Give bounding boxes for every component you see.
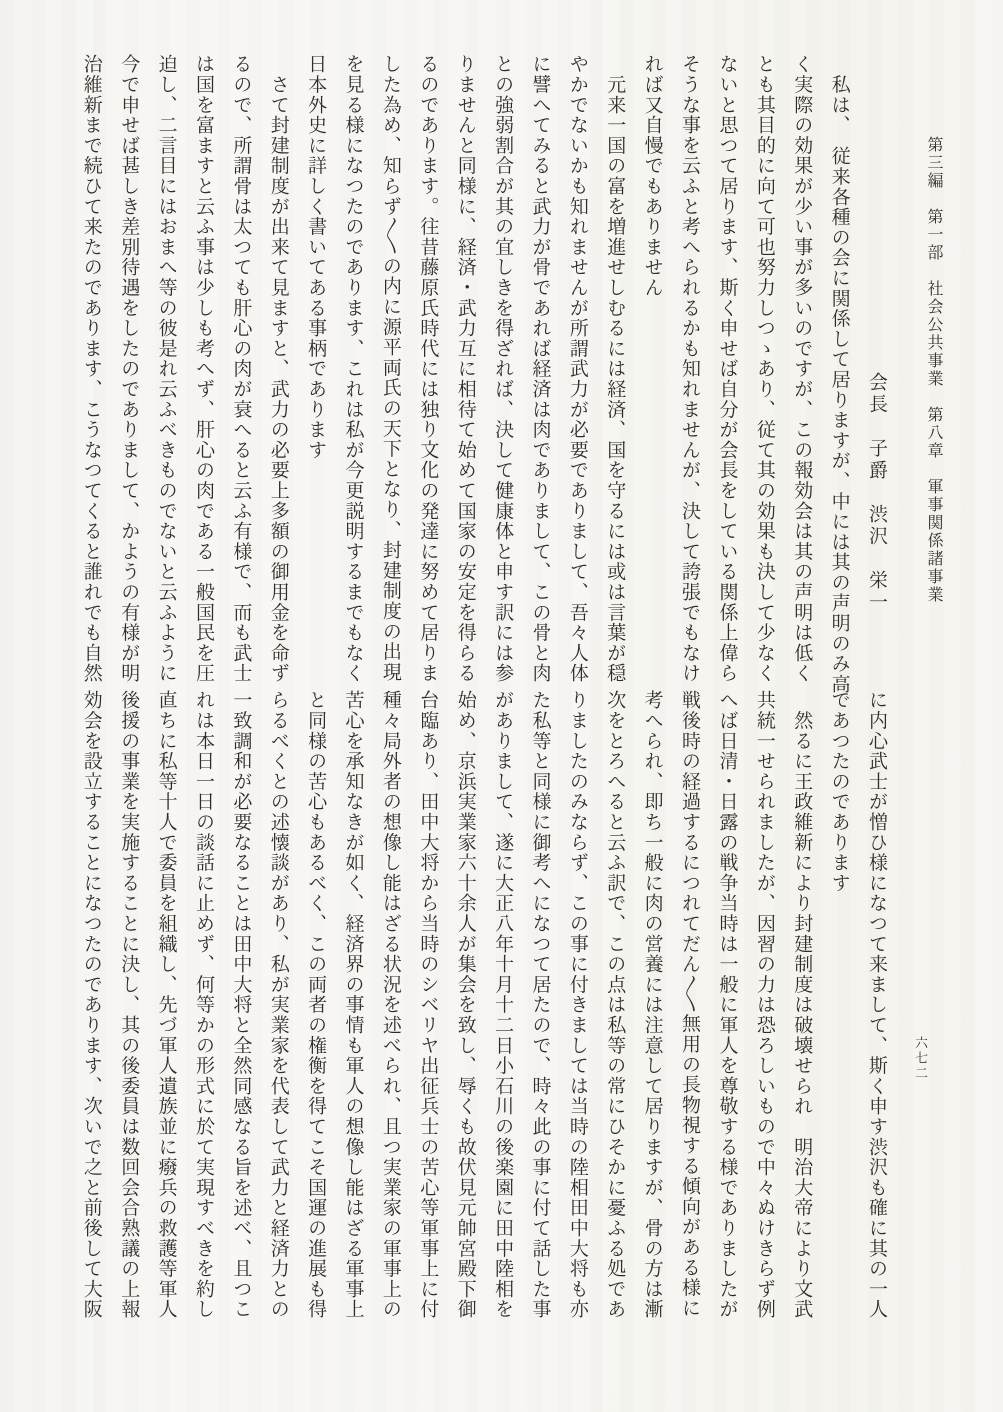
text-column: 日本外史に詳しく書いてある事柄であります bbox=[305, 54, 328, 460]
speech-author-line: 会長 子爵 渋沢 栄一 bbox=[866, 372, 888, 614]
text-column: りませんと同様に、経済・武力互に相待て始めて国家の安定を得らる bbox=[454, 54, 477, 684]
text-column: 種々局外者の想像し能はざる状況を述べられ、且つ実業家の軍事上の bbox=[379, 690, 402, 1320]
text-column: 戦後時の経過するにつれてだん〳〵無用の長物視する傾向がある様に bbox=[679, 690, 702, 1318]
text-column: 始め、京浜実業家六十余人が集会を致し、辱くも故伏見元帥宮殿下御 bbox=[454, 690, 477, 1320]
text-column: がありまして、遂に大正八年十月十二日小石川の後楽園に田中陸相を bbox=[492, 690, 515, 1320]
text-column: 迫し、二言目にはおまへ等の彼是れ云ふべきものでないと云ふように bbox=[155, 54, 178, 684]
text-column: に内心武士が憎ひ様になつて来まして、斯く申す渋沢も確に其の一人 bbox=[866, 690, 888, 1320]
text-column: ないと思つて居ります、斯く申せば自分が会長をしている関係上偉ら bbox=[716, 54, 739, 684]
text-column: 後援の事業を実施することに決し、其の後委員は数回会合熟議の上報 bbox=[118, 690, 141, 1320]
text-column: に譬へてみると武力が骨であれば経済は肉でありまして、この骨と肉 bbox=[529, 54, 552, 684]
text-column: れば又自慢でもありません bbox=[641, 54, 664, 298]
text-column: は国を富ますと云ふ事は少しも考へず、肝心の肉である一般国民を圧 bbox=[192, 54, 215, 684]
text-column: と同様の苦心もあるべく、この両者の権衡を得てこそ国運の進展も得 bbox=[305, 690, 328, 1320]
speech-block-top bbox=[72, 54, 895, 695]
text-column: 私は、 従来各種の会に関係して居りますが、中には其の声明のみ高 bbox=[828, 54, 851, 695]
text-column: 効会を設立することになつたのであります、次いで之と前後して大阪 bbox=[80, 690, 103, 1320]
text-column: 考へられ、即ち一般に肉の営養には注意して居りますが、骨の方は漸 bbox=[641, 690, 664, 1320]
text-column: く実際の効果が少い事が多いのですが、この報効会は其の声明は低く bbox=[791, 54, 814, 684]
text-column: 然るに王政維新により封建制度は破壊せられ 明治大帝により文武 bbox=[791, 690, 814, 1320]
text-column: 台臨あり、田中大将から当時のシベリヤ出征兵士の苦心等軍事上に付 bbox=[417, 690, 440, 1320]
text-column: との強弱割合が其の宜しきを得ざれば、決して健康体と申す訳には参 bbox=[492, 54, 515, 684]
text-column: 元来一国の富を増進せしむるには経済、国を守るには或は言葉が穏 bbox=[604, 54, 627, 684]
running-header: 第三編 第一部 社会公共事業 第八章 軍事関係諸事業 bbox=[925, 136, 944, 604]
text-column: を見る様になつたのであります、これは私が今更説明するまでもなく bbox=[342, 54, 365, 684]
text-column: るのであります。往昔藤原氏時代には独り文化の発達に努めて居りま bbox=[417, 54, 440, 684]
text-column: やかでないかも知れませんが所謂武力が必要でありまして、吾々人体 bbox=[566, 54, 589, 684]
text-column: であつたのであります bbox=[828, 690, 851, 893]
text-column: 治維新まで続ひて来たのであります、こうなつてくると誰れでも自然 bbox=[80, 54, 103, 684]
text-column: れは本日一日の談話に止めず、何等かの形式に於て実現すべきを約し bbox=[192, 690, 215, 1320]
page-number: 六七二 bbox=[912, 1036, 927, 1081]
text-column: そうな事を云ふと考へられるかも知れませんが、決して誇張でもなけ bbox=[679, 54, 702, 684]
speech-block-bottom bbox=[72, 690, 895, 1334]
text-column: 今で申せば甚しき差別待遇をしたのでありまして、かようの有様が明 bbox=[118, 54, 141, 684]
text-column: りましたのみならず、この事に付きましては当時の陸相田中大将も亦 bbox=[566, 690, 589, 1320]
text-column: 一致調和が必要なることは田中大将と全然同感なる旨を述べ、且つこ bbox=[230, 690, 253, 1320]
text-column: 苦心を承知なきが如く、経済界の事情も軍人の想像し能はざる軍事上 bbox=[342, 690, 365, 1320]
text-column: へば日清・日露の戦争当時は一般に軍人を尊敬する様でありましたが bbox=[716, 690, 739, 1320]
text-column: とも其目的に向て可也努力しつゝあり、従て其の効果も決して少なく bbox=[753, 54, 776, 684]
text-column: 次をとろへると云ふ訳で、この点は私等の常にひそかに憂ふる処であ bbox=[604, 690, 627, 1320]
text-column: 直ちに私等十人で委員を組織し、先づ軍人遺族並に癈兵の救護等軍人 bbox=[155, 690, 178, 1320]
text-column: さて封建制度が出来て見ますと、武力の必要上多額の御用金を命ず bbox=[267, 54, 290, 684]
text-column: らるべくとの述懐談があり、私が実業家を代表して武力と経済力との bbox=[267, 690, 290, 1320]
text-column: るので、所謂骨は太つても肝心の肉が衰へると云ふ有様で、而も武士 bbox=[230, 54, 253, 684]
text-column: した為め、知らず〳〵の内に源平両氏の天下となり、封建制度の出現 bbox=[379, 54, 402, 682]
text-column: た私等と同様に御考へになつて居たので、時々此の事に付て話した事 bbox=[529, 690, 552, 1320]
text-column: 共統一せられましたが、因習の力は恐ろしいもので中々ぬけきらず例 bbox=[753, 690, 776, 1320]
